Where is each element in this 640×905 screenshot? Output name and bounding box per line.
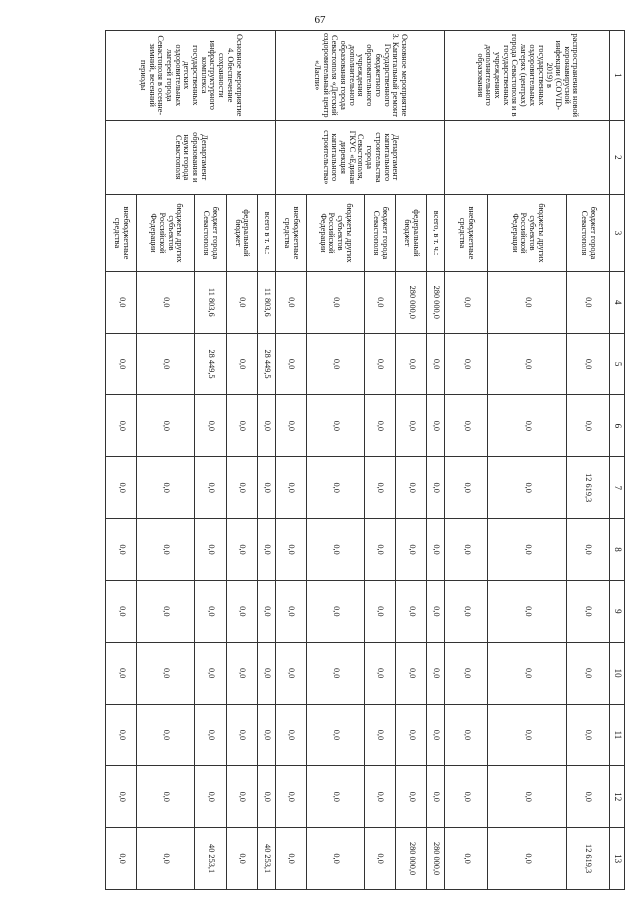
amount-cell: 0,0 <box>195 766 226 828</box>
amount-cell: 0,0 <box>488 828 567 890</box>
amount-cell: 0,0 <box>137 580 195 642</box>
amount-cell: 11 803,6 <box>257 271 275 333</box>
amount-cell: 280 000,0 <box>427 271 445 333</box>
amount-cell: 0,0 <box>137 457 195 519</box>
amount-cell: 0,0 <box>364 457 395 519</box>
funding-source: бюджеты других субъектов Российской Федерации <box>137 195 195 272</box>
amount-cell: 0,0 <box>137 642 195 704</box>
column-header-8: 8 <box>610 519 625 581</box>
column-header-2: 2 <box>610 120 625 195</box>
column-header-9: 9 <box>610 580 625 642</box>
amount-cell: 0,0 <box>567 333 610 395</box>
amount-cell: 0,0 <box>195 704 226 766</box>
column-header-13: 13 <box>610 828 625 890</box>
responsible-executor <box>445 120 610 195</box>
amount-cell: 0,0 <box>137 271 195 333</box>
amount-cell: 0,0 <box>396 580 427 642</box>
amount-cell: 0,0 <box>106 642 137 704</box>
amount-cell: 0,0 <box>364 395 395 457</box>
table-row <box>257 31 275 890</box>
amount-cell: 0,0 <box>137 828 195 890</box>
amount-cell: 0,0 <box>488 704 567 766</box>
amount-cell: 0,0 <box>445 642 488 704</box>
amount-cell: 0,0 <box>567 395 610 457</box>
amount-cell: 0,0 <box>257 457 275 519</box>
amount-cell: 0,0 <box>445 271 488 333</box>
amount-cell: 0,0 <box>275 395 306 457</box>
amount-cell: 0,0 <box>275 271 306 333</box>
amount-cell: 0,0 <box>226 642 257 704</box>
amount-cell: 0,0 <box>195 457 226 519</box>
funding-source: бюджет города Севастополя <box>364 195 395 272</box>
amount-cell: 0,0 <box>307 766 365 828</box>
amount-cell: 0,0 <box>488 395 567 457</box>
amount-cell: 0,0 <box>364 642 395 704</box>
amount-cell: 0,0 <box>307 519 365 581</box>
amount-cell: 0,0 <box>275 519 306 581</box>
funding-source: всего, в т. ч.: <box>427 195 445 272</box>
amount-cell: 0,0 <box>396 642 427 704</box>
amount-cell: 12 619,3 <box>567 457 610 519</box>
funding-source: бюджеты других субъектов Российской Федерации <box>488 195 567 272</box>
amount-cell: 0,0 <box>396 766 427 828</box>
funding-source: внебюджетные средства <box>106 195 137 272</box>
amount-cell: 0,0 <box>396 457 427 519</box>
amount-cell: 0,0 <box>257 395 275 457</box>
amount-cell: 0,0 <box>488 642 567 704</box>
amount-cell: 0,0 <box>257 519 275 581</box>
amount-cell: 0,0 <box>488 271 567 333</box>
amount-cell: 0,0 <box>567 271 610 333</box>
column-header-4: 4 <box>610 271 625 333</box>
amount-cell: 280 000,0 <box>427 828 445 890</box>
column-header-5: 5 <box>610 333 625 395</box>
amount-cell: 0,0 <box>195 395 226 457</box>
amount-cell: 0,0 <box>427 704 445 766</box>
amount-cell: 0,0 <box>364 271 395 333</box>
header-row <box>610 31 625 890</box>
table-body <box>106 31 610 890</box>
activity-name: Основное мероприятие 3. Капитальный ремонт Государственного бюджетного образовательного учреждения дополнительного образования города Севастополя «Детский оздоровительный центр «Ласпи» <box>275 31 445 121</box>
amount-cell: 0,0 <box>567 704 610 766</box>
amount-cell: 0,0 <box>257 704 275 766</box>
amount-cell: 0,0 <box>257 580 275 642</box>
column-header-11: 11 <box>610 704 625 766</box>
funding-source: внебюджетные средства <box>275 195 306 272</box>
amount-cell: 40 253,1 <box>257 828 275 890</box>
amount-cell: 0,0 <box>275 457 306 519</box>
column-header-7: 7 <box>610 457 625 519</box>
amount-cell: 0,0 <box>445 333 488 395</box>
table-row <box>567 31 610 890</box>
amount-cell: 0,0 <box>488 333 567 395</box>
amount-cell: 0,0 <box>396 519 427 581</box>
amount-cell: 0,0 <box>307 333 365 395</box>
amount-cell: 28 449,5 <box>257 333 275 395</box>
amount-cell: 0,0 <box>364 580 395 642</box>
amount-cell: 0,0 <box>275 766 306 828</box>
amount-cell: 0,0 <box>257 642 275 704</box>
amount-cell: 0,0 <box>488 457 567 519</box>
amount-cell: 0,0 <box>567 766 610 828</box>
amount-cell: 0,0 <box>364 766 395 828</box>
amount-cell: 0,0 <box>257 766 275 828</box>
amount-cell: 0,0 <box>106 766 137 828</box>
amount-cell: 0,0 <box>137 766 195 828</box>
amount-cell: 0,0 <box>307 642 365 704</box>
amount-cell: 0,0 <box>445 457 488 519</box>
amount-cell: 0,0 <box>364 333 395 395</box>
amount-cell: 0,0 <box>445 580 488 642</box>
amount-cell: 280 000,0 <box>396 828 427 890</box>
amount-cell: 0,0 <box>427 395 445 457</box>
funding-source: федеральный бюджет <box>396 195 427 272</box>
amount-cell: 0,0 <box>226 457 257 519</box>
activity-name: распространения новой коронавирусной инфекции (COVID-2019) в государственных оздоровительных лагерях (центрах) города Севастополя и в государственных учреждениях дополнительного образования <box>445 31 610 121</box>
amount-cell: 0,0 <box>226 766 257 828</box>
amount-cell: 0,0 <box>275 333 306 395</box>
amount-cell: 0,0 <box>364 704 395 766</box>
amount-cell: 0,0 <box>137 704 195 766</box>
column-header-6: 6 <box>610 395 625 457</box>
amount-cell: 0,0 <box>226 519 257 581</box>
amount-cell: 0,0 <box>307 580 365 642</box>
amount-cell: 0,0 <box>226 333 257 395</box>
amount-cell: 0,0 <box>106 580 137 642</box>
rotated-table-container <box>105 30 625 890</box>
funding-source: внебюджетные средства <box>445 195 488 272</box>
amount-cell: 0,0 <box>195 642 226 704</box>
amount-cell: 0,0 <box>307 704 365 766</box>
amount-cell: 0,0 <box>137 519 195 581</box>
amount-cell: 0,0 <box>106 457 137 519</box>
funding-source: бюджет города Севастополя <box>567 195 610 272</box>
amount-cell: 0,0 <box>106 519 137 581</box>
amount-cell: 0,0 <box>275 580 306 642</box>
amount-cell: 0,0 <box>275 642 306 704</box>
amount-cell: 0,0 <box>226 580 257 642</box>
amount-cell: 12 619,3 <box>567 828 610 890</box>
amount-cell: 0,0 <box>445 828 488 890</box>
amount-cell: 0,0 <box>307 271 365 333</box>
amount-cell: 0,0 <box>445 704 488 766</box>
responsible-executor: Департамент образования и науки города Севастополя <box>106 120 276 195</box>
amount-cell: 0,0 <box>427 519 445 581</box>
amount-cell: 0,0 <box>445 766 488 828</box>
amount-cell: 0,0 <box>567 519 610 581</box>
amount-cell: 0,0 <box>307 395 365 457</box>
amount-cell: 0,0 <box>396 704 427 766</box>
amount-cell: 0,0 <box>106 271 137 333</box>
column-header-10: 10 <box>610 642 625 704</box>
amount-cell: 0,0 <box>427 580 445 642</box>
amount-cell: 0,0 <box>567 642 610 704</box>
amount-cell: 0,0 <box>226 828 257 890</box>
amount-cell: 11 803,6 <box>195 271 226 333</box>
amount-cell: 0,0 <box>445 395 488 457</box>
amount-cell: 0,0 <box>488 766 567 828</box>
amount-cell: 0,0 <box>195 519 226 581</box>
amount-cell: 0,0 <box>106 395 137 457</box>
funding-source: бюджет города Севастополя <box>195 195 226 272</box>
column-header-3: 3 <box>610 195 625 272</box>
amount-cell: 0,0 <box>427 642 445 704</box>
amount-cell: 0,0 <box>427 457 445 519</box>
amount-cell: 40 253,1 <box>195 828 226 890</box>
amount-cell: 0,0 <box>137 333 195 395</box>
page-number: 67 <box>314 14 326 26</box>
column-header-1: 1 <box>610 31 625 121</box>
amount-cell: 0,0 <box>445 519 488 581</box>
amount-cell: 0,0 <box>275 704 306 766</box>
amount-cell: 0,0 <box>396 333 427 395</box>
amount-cell: 0,0 <box>427 333 445 395</box>
responsible-executor: Департамент капитального строительства города Севастополя, ГКУС «Единая дирекция капитального строительства» <box>275 120 445 195</box>
funding-source: всего в т. ч.: <box>257 195 275 272</box>
amount-cell: 0,0 <box>226 704 257 766</box>
amount-cell: 0,0 <box>427 766 445 828</box>
amount-cell: 0,0 <box>488 580 567 642</box>
amount-cell: 0,0 <box>106 333 137 395</box>
table-row <box>427 31 445 890</box>
amount-cell: 0,0 <box>364 519 395 581</box>
amount-cell: 0,0 <box>106 828 137 890</box>
column-header-12: 12 <box>610 766 625 828</box>
amount-cell: 0,0 <box>195 580 226 642</box>
amount-cell: 0,0 <box>307 828 365 890</box>
amount-cell: 0,0 <box>137 395 195 457</box>
amount-cell: 0,0 <box>364 828 395 890</box>
funding-source: бюджеты других субъектов Российской Федерации <box>307 195 365 272</box>
amount-cell: 0,0 <box>275 828 306 890</box>
amount-cell: 0,0 <box>226 395 257 457</box>
amount-cell: 28 449,5 <box>195 333 226 395</box>
activity-name: Основное мероприятие 4. Обеспечение сохранности инфраструктурного комплекса государственных детских оздоровительных лагерей города Севастополя в осенне-зимний, весенний периоды <box>106 31 276 121</box>
amount-cell: 280 000,0 <box>396 271 427 333</box>
amount-cell: 0,0 <box>396 395 427 457</box>
amount-cell: 0,0 <box>307 457 365 519</box>
funding-source: федеральный бюджет <box>226 195 257 272</box>
amount-cell: 0,0 <box>488 519 567 581</box>
amount-cell: 0,0 <box>226 271 257 333</box>
budget-table <box>105 30 625 890</box>
amount-cell: 0,0 <box>567 580 610 642</box>
amount-cell: 0,0 <box>106 704 137 766</box>
